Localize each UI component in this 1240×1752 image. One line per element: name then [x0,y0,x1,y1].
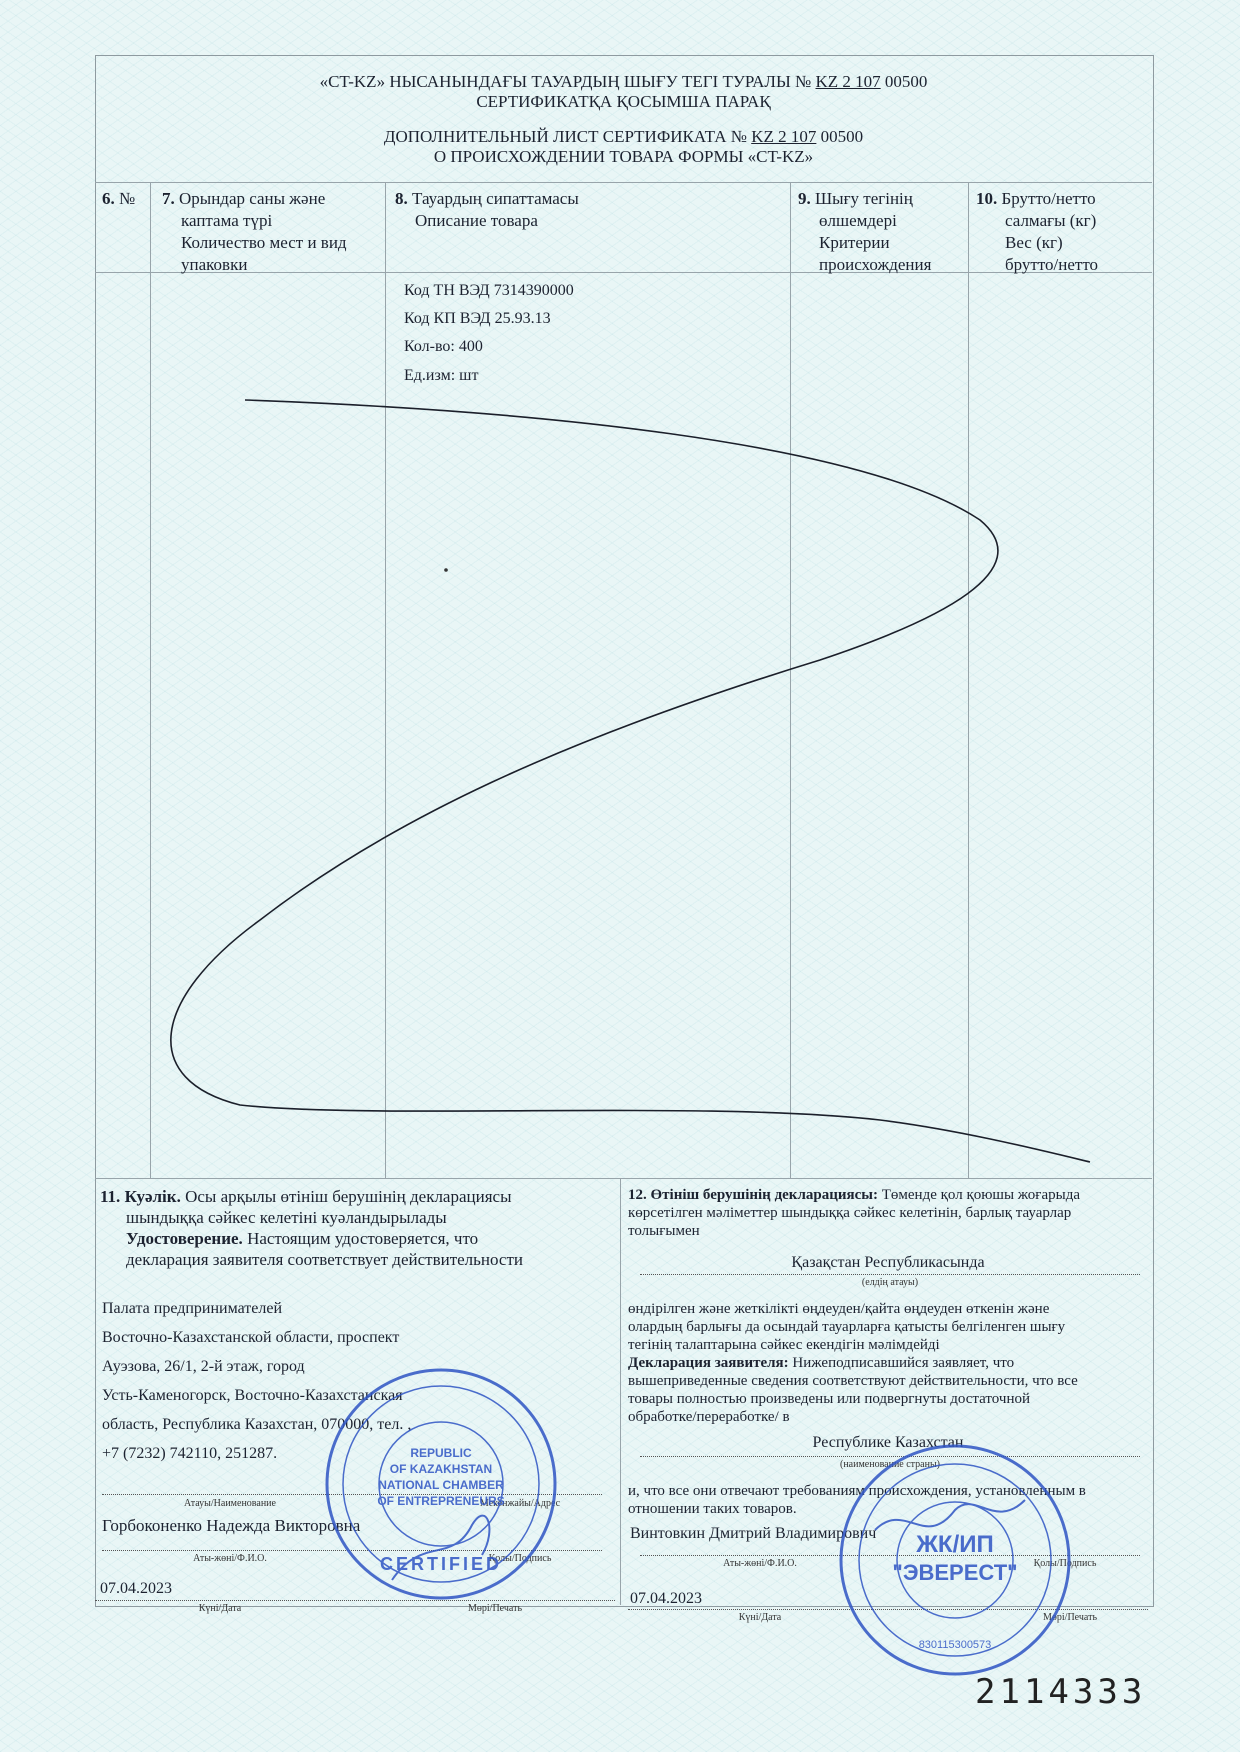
goods-code-tn-ved: Код ТН ВЭД 7314390000 [404,282,574,299]
caption-fio-11: Аты-жөні/Ф.И.О. [193,1553,267,1564]
svg-text:CERTIFIED: CERTIFIED [379,1554,503,1574]
svg-text:OF ENTREPRENEURS: OF ENTREPRENEURS [377,1494,505,1508]
col-header-6: 6. № [102,189,136,208]
chamber-signatory: Горбоконенко Надежда Викторовна [102,1516,361,1535]
company-seal-stamp [835,1440,1075,1680]
col-header-7: 7. Орындар саны және каптама түрі Количество мест и вид упаковки [162,189,347,274]
header-ru-line1: ДОПОЛНИТЕЛЬНЫЙ ЛИСТ СЕРТИФИКАТА № KZ 2 107 00500 [383,127,864,146]
svg-text:ЖК/ИП: ЖК/ИП [916,1531,994,1558]
svg-text:NATIONAL CHAMBER: NATIONAL CHAMBER [378,1478,504,1492]
date-12: 07.04.2023 [630,1590,702,1607]
certificate-number-kz: KZ 2 107 [815,72,881,91]
country-ru: Республике Казахстан [812,1434,964,1451]
goods-code-kp-ved: Код КП ВЭД 25.93.13 [404,310,551,327]
caption-address: Мекенжайы/Адрес [479,1498,561,1509]
applicant-signatory: Винтовкин Дмитрий Владимирович [630,1525,877,1542]
box-11-certification: 11. Куәлік. Осы арқылы өтініш берушінің декларациясы шындыққа сәйкес келетіні куәландырылады Удостоверение. Настоящим удостоверяется, что декларация заявителя соответствует действительности [100,1187,524,1269]
dotted-line-country-kz [640,1274,1140,1275]
caption-sign-11: Қолы/Подпись [488,1553,552,1564]
serial-number: 2114333 [975,1672,1147,1712]
caption-date-12: Күні/Дата [738,1612,782,1623]
col-header-8: 8. Тауардың сипаттамасы Описание товара [395,189,579,230]
svg-text:"ЭВЕРЕСТ": "ЭВЕРЕСТ" [892,1560,1018,1585]
caption-country-kz: (елдің атауы) [861,1277,919,1288]
certificate-number-ru: KZ 2 107 [751,127,817,146]
box-divider-11-12 [620,1178,621,1605]
svg-text:OF KAZAKHSTAN: OF KAZAKHSTAN [389,1462,493,1476]
header-kz-line1: «CT-KZ» НЫСАНЫНДАҒЫ ТАУАРДЫҢ ШЫҒУ ТЕГІ ТУРАЛЫ № KZ 2 107 00500 [319,72,928,91]
box-12-declaration-body: өндірілген және жеткілікті өңдеуден/қайта өңдеуден өткенін және олардың барлығы да осындай тауарларға қатысты белгіленген шығу тегінің талаптарына сәйкес екендігін мәлімдейді Декларация заявителя: Нижеподписавшийся заявляет, что вышеприведенные сведения соответствуют действительности, что все товары полностью произведены или подвергнуты достаточной обработке/переработке/ в [628,1301,1078,1425]
caption-fio-12: Аты-жөні/Ф.И.О. [723,1558,797,1569]
goods-quantity: Кол-во: 400 [404,338,483,355]
chamber-address: Палата предпринимателей Восточно-Казахстанской области, проспект Ауэзова, 26/1, 2-й этаж, город Усть-Каменогорск, Восточно-Казахстанская область, Республика Казахстан, 070000, тел. , +7 (7232) 742110, 251287. [102,1300,412,1462]
caption-name: Атауы/Наименование [184,1498,276,1509]
svg-text:830115300573: 830115300573 [918,1639,992,1651]
header-ru-line2: О ПРОИСХОЖДЕНИИ ТОВАРА ФОРМЫ «CT-KZ» [433,147,814,166]
caption-seal-12: Мөрі/Печать [1043,1612,1097,1623]
box-12-declaration: 12. Өтініш берушінің декларациясы: Төменде қол қоюшы жоғарыда көрсетілген мәліметтер шындыққа сәйкес келетінін, барлық тауарлар толығымен [628,1187,1080,1239]
caption-date-11: Күні/Дата [198,1603,242,1614]
col-header-10: 10. Брутто/нетто салмағы (кг) Вес (кг) брутто/нетто [976,189,1099,274]
svg-text:REPUBLIC: REPUBLIC [410,1446,472,1460]
caption-seal-11: Мөрі/Печать [468,1603,522,1614]
box-12-declaration-end: и, что все они отвечают требованиям происхождения, установленным в отношении таких товаров. [628,1483,1086,1517]
date-11: 07.04.2023 [100,1580,172,1597]
header-kz-line2: СЕРТИФИКАТҚА ҚОСЫМША ПАРАҚ [476,92,771,111]
goods-unit: Ед.изм: шт [404,367,479,384]
col-header-9: 9. Шығу тегінің өлшемдері Критерии происхождения [798,189,932,274]
country-kz: Қазақстан Республикасында [791,1254,985,1271]
caption-sign-12: Қолы/Подпись [1033,1558,1097,1569]
chamber-seal-stamp [322,1365,560,1603]
caption-country-ru: (наименование страны) [839,1459,941,1470]
